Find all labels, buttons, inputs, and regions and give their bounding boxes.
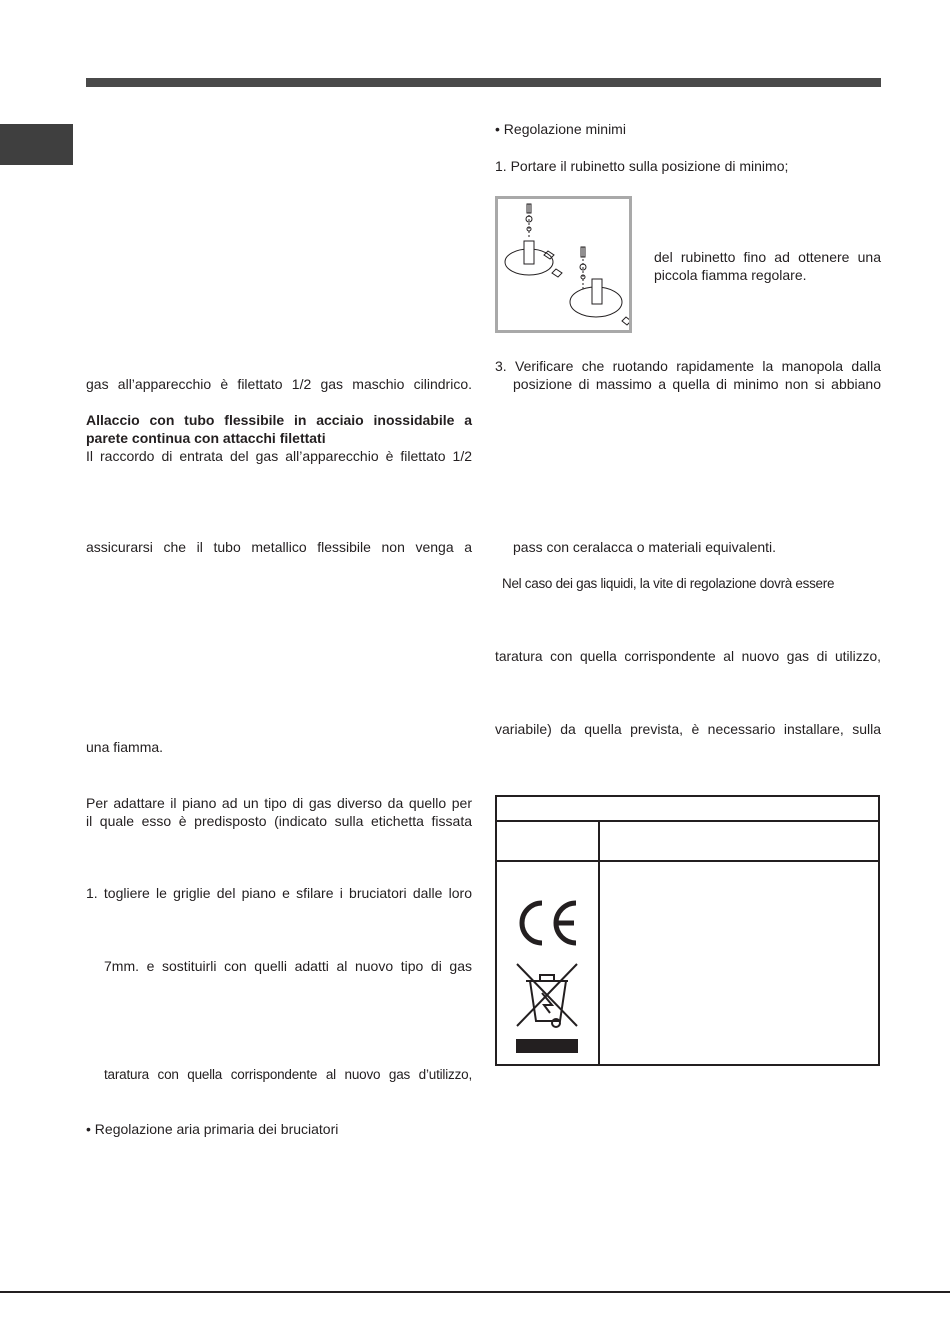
paragraph-adattare-line2: il quale esso è predisposto (indicato sulla etichetta fissata xyxy=(86,813,472,829)
header-rule xyxy=(86,78,881,87)
paragraph-tubo-metallico: assicurarsi che il tubo metallico flessibile non venga a xyxy=(86,539,472,555)
table-column-divider xyxy=(598,822,600,1064)
paragraph-adattare-line1: Per adattare il piano ad un tipo di gas diverso da quello per xyxy=(86,795,472,811)
compliance-table xyxy=(495,795,880,1066)
step-3-line1: 3. Verificare che ruotando rapidamente la manopola dalla xyxy=(495,358,881,374)
ce-mark-icon xyxy=(514,899,580,947)
paragraph-fiamma: una fiamma. xyxy=(86,739,164,755)
step-1-griglie: 1. togliere le griglie del piano e sfilare i bruciatori dalle loro xyxy=(86,885,472,901)
step-ugelli: 7mm. e sostituirli con quelli adatti al nuovo tipo di gas xyxy=(104,958,472,974)
table-divider-header xyxy=(497,860,878,862)
bullet-aria-primaria: • Regolazione aria primaria dei bruciatori xyxy=(86,1121,339,1137)
paragraph-taratura-right: taratura con quella corrispondente al nuovo gas di utilizzo, xyxy=(495,649,881,664)
table-divider-top xyxy=(497,820,878,822)
paragraph-gas-connection: gas all’apparecchio è filettato 1/2 gas maschio cilindrico. xyxy=(86,376,472,392)
figure-caption-line2: piccola fiamma regolare. xyxy=(654,267,807,283)
footer-rule xyxy=(0,1291,950,1293)
section-heading-line1: Allaccio con tubo flessibile in acciaio inossidabile a xyxy=(86,412,472,428)
crossed-out-wheelie-bin-icon xyxy=(514,961,580,1055)
paragraph-raccordo: Il raccordo di entrata del gas all’apparecchio è filettato 1/2 xyxy=(86,448,472,464)
burner-tap-adjustment-illustration xyxy=(495,196,632,333)
paragraph-gas-liquidi: Nel caso dei gas liquidi, la vite di regolazione dovrà essere xyxy=(502,576,835,591)
bullet-regolazione-minimi: • Regolazione minimi xyxy=(495,121,626,137)
step-taratura-left: taratura con quella corrispondente al nuovo gas d’utilizzo, xyxy=(104,1067,472,1082)
burner-tap-adjustment-icon xyxy=(498,199,629,330)
figure-caption-line1: del rubinetto fino ad ottenere una xyxy=(654,249,881,265)
step-3-line2: posizione di massimo a quella di minimo non si abbiano xyxy=(513,376,881,392)
paragraph-bypass: pass con ceralacca o materiali equivalenti. xyxy=(513,539,777,555)
paragraph-variabile: variabile) da quella prevista, è necessario installare, sulla xyxy=(495,721,881,737)
language-tab xyxy=(0,124,73,165)
section-heading-line2: parete continua con attacchi filettati xyxy=(86,430,326,446)
step-1-minimo: 1. Portare il rubinetto sulla posizione di minimo; xyxy=(495,158,789,174)
